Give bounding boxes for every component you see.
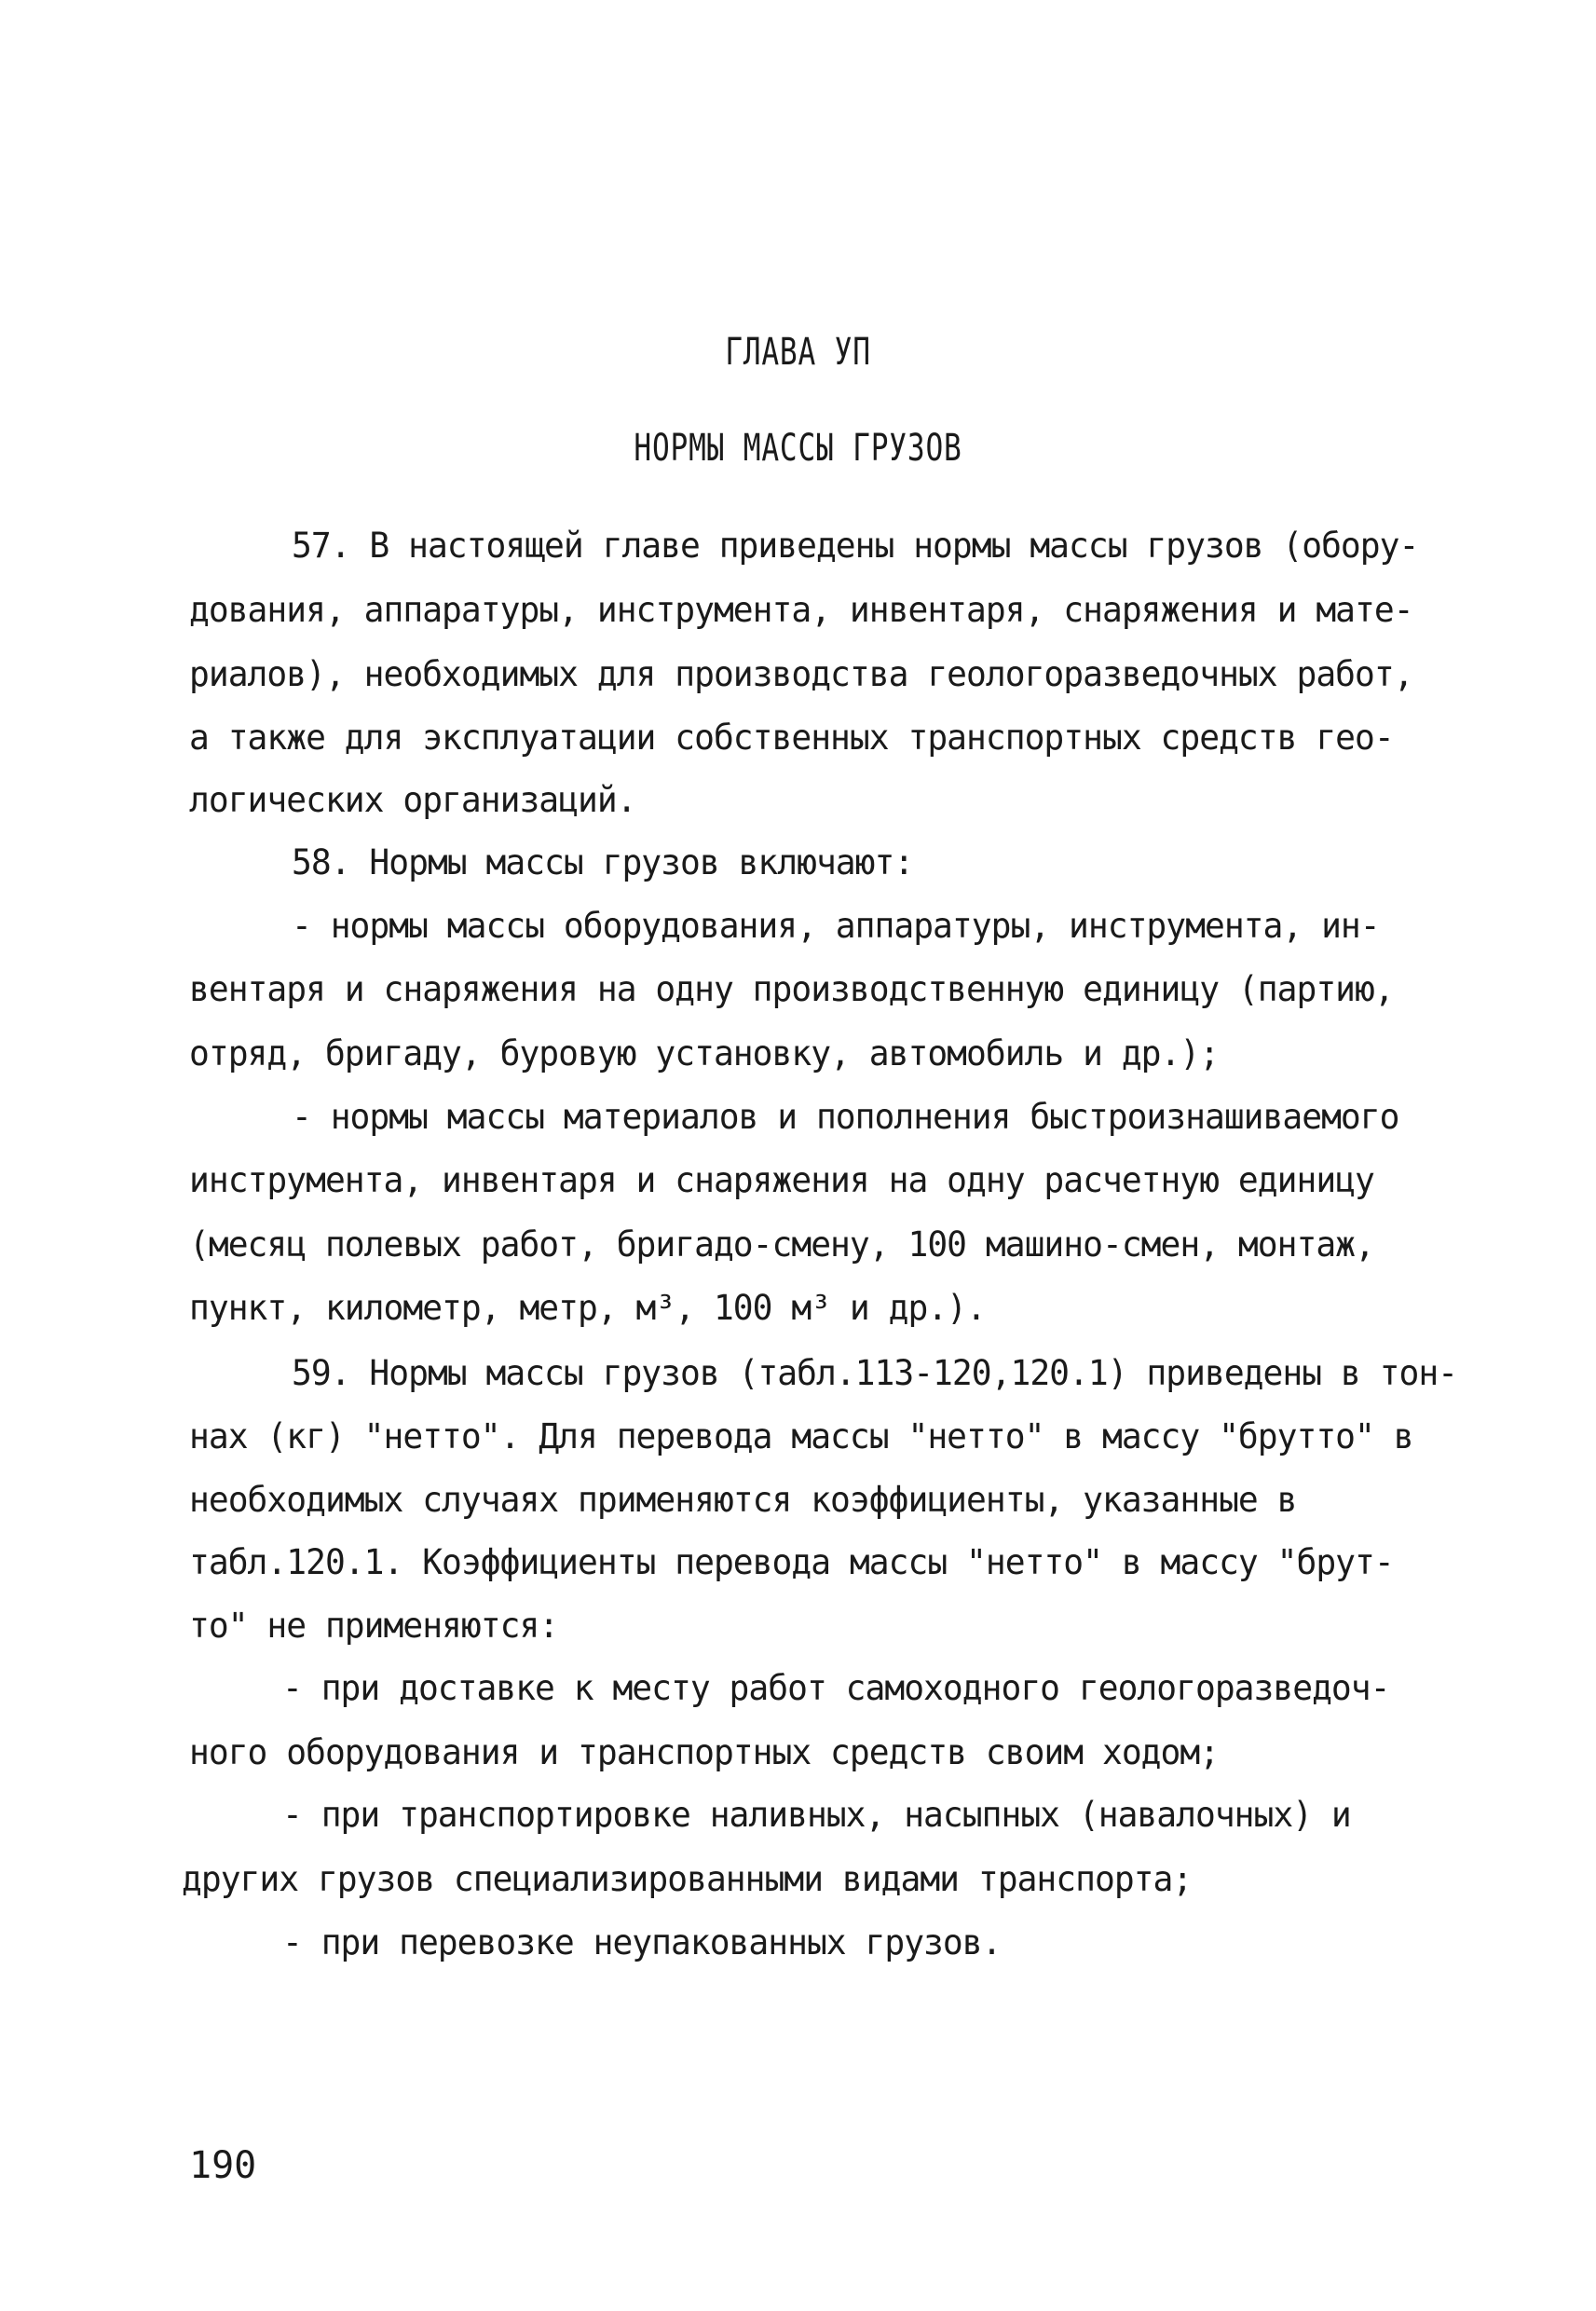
text-line: - нормы массы оборудования, аппаратуры, инструмента, ин- <box>292 906 1380 946</box>
text-line: пункт, километр, метр, м³, 100 м³ и др.). <box>189 1288 986 1328</box>
text-line: вентаря и снаряжения на одну производственную единицу (партию, <box>189 969 1394 1009</box>
text-line: (месяц полевых работ, бригадо-смену, 100 машино-смен, монтаж, <box>189 1224 1374 1265</box>
chapter-title: ГЛАВА УП <box>725 331 871 374</box>
text-line: ного оборудования и транспортных средств своим ходом; <box>189 1732 1220 1772</box>
text-line: то" не применяются: <box>189 1606 559 1646</box>
text-line: - при доставке к месту работ самоходного геологоразведоч- <box>282 1668 1390 1708</box>
text-line: а также для эксплуатации собственных транспортных средств гео- <box>189 718 1394 758</box>
text-line: отряд, бригаду, буровую установку, автомобиль и др.); <box>189 1033 1220 1073</box>
text-line: - при транспортировке наливных, насыпных (навалочных) и <box>282 1795 1351 1835</box>
text-line: дования, аппаратуры, инструмента, инвентаря, снаряжения и мате- <box>189 590 1413 630</box>
text-line: логических организаций. <box>189 780 636 820</box>
text-line: 59. Нормы массы грузов (табл.113-120,120.1) приведены в тон- <box>292 1353 1458 1393</box>
text-line: 57. В настоящей главе приведены нормы массы грузов (обору- <box>292 526 1419 566</box>
section-title: НОРМЫ МАССЫ ГРУЗОВ <box>634 427 962 470</box>
text-line: - нормы массы материалов и пополнения быстроизнашиваемого <box>292 1097 1399 1137</box>
text-line: других грузов специализированными видами транспорта; <box>182 1859 1193 1899</box>
text-line: нах (кг) "нетто". Для перевода массы "нетто" в массу "брутто" в <box>189 1416 1413 1456</box>
text-line: инструмента, инвентаря и снаряжения на одну расчетную единицу <box>189 1160 1374 1200</box>
text-line: риалов), необходимых для производства геологоразведочных работ, <box>189 654 1413 694</box>
text-line: - при перевозке неупакованных грузов. <box>282 1922 1002 1962</box>
text-line: табл.120.1. Коэффициенты перевода массы "нетто" в массу "брут- <box>189 1542 1394 1582</box>
text-line: необходимых случаях применяются коэффициенты, указанные в <box>189 1480 1297 1520</box>
page-number: 190 <box>189 2144 257 2187</box>
text-line: 58. Нормы массы грузов включают: <box>292 842 914 882</box>
